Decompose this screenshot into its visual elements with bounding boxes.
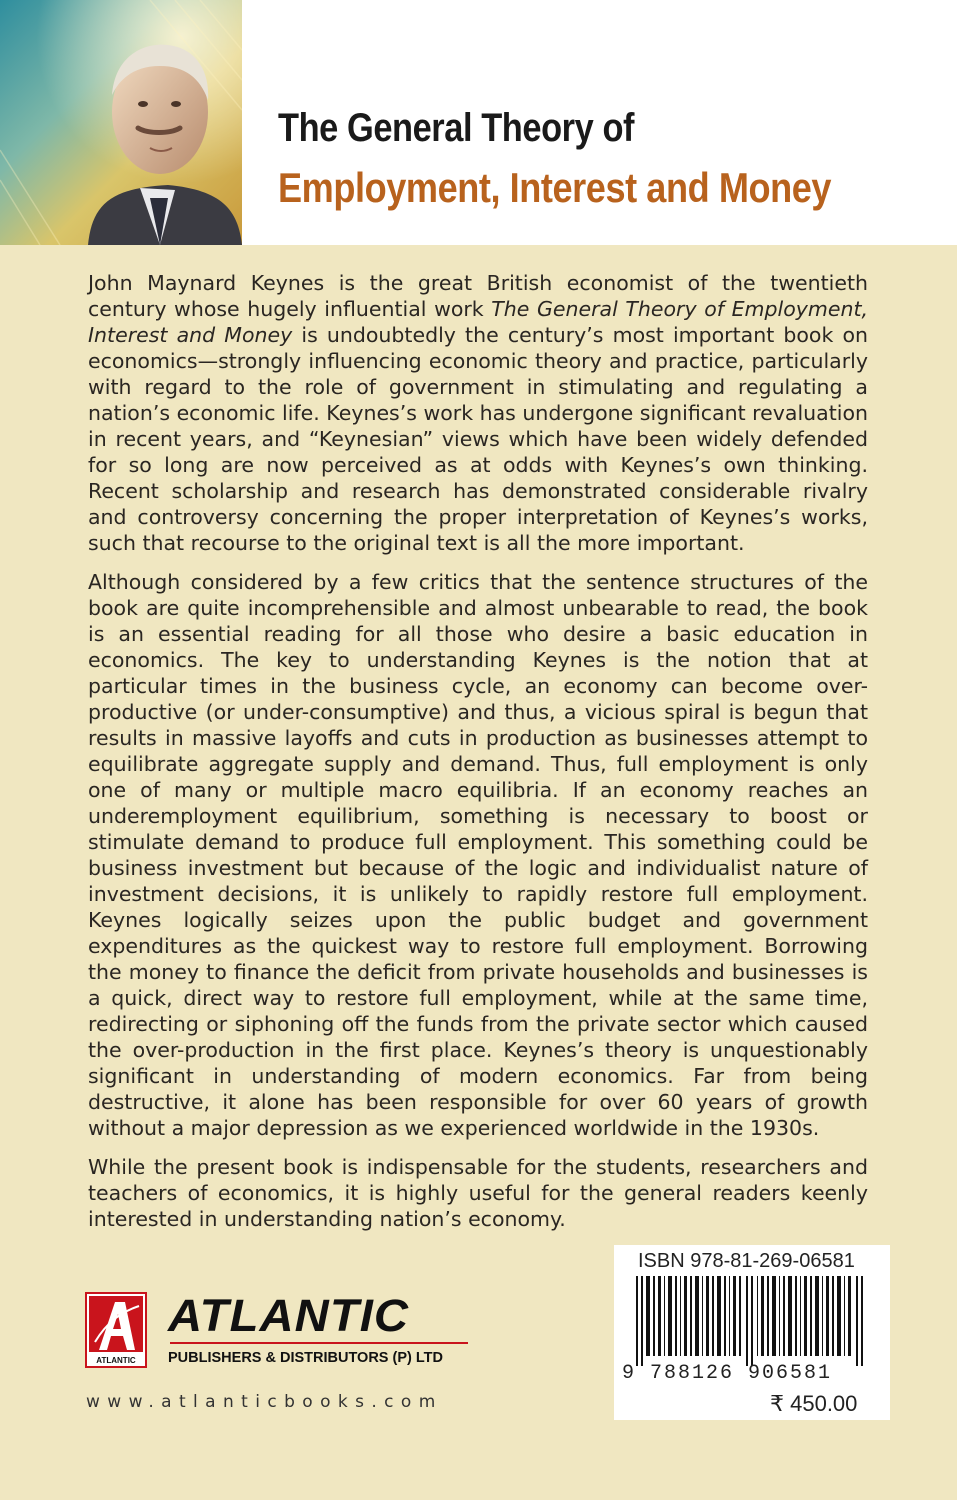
cover-header [0, 0, 957, 245]
publisher-logo-icon [85, 1292, 147, 1368]
publisher-subtitle: PUBLISHERS & DISTRIBUTORS (P) LTD [168, 1350, 443, 1366]
description-paragraph-1 [88, 270, 868, 556]
barcode-icon [636, 1276, 866, 1366]
publisher-website: www.atlanticbooks.com [86, 1392, 443, 1412]
description-paragraph-2: Although considered by a few critics that the sentence structures of the book are quite incomprehensible and almost unbearable to read, the book is an essential reading for all those who desire a basic education in economics. The key to understanding Keynes is the notion that at particular times in the business cycle, an economy can become over-productive (or under-consumptive) and thus, a vicious spiral is begun that results in massive layoffs and cuts in production as businesses attempt to equilibrate aggregate supply and demand. Thus, full employment is only one of many or multiple macro equilibria. If an economy reaches an underemployment equilibrium, something is necessary to boost or stimulate demand to produce full employment. This something could be business investment but because of the logic and individualist nature of investment decisions, it is unlikely to rapidly restore full employment. Keynes logically seizes upon the public budget and government expenditures as the quickest way to restore full employment. Borrowing the money to finance the deficit from private households and businesses is a quick, direct way to restore full employment, while at the same time, redirecting or siphoning off the funds from the private sector which caused the over-production in the first place. Keynes’s theory is unquestionably significant in understanding of modern economics. Far from being destructive, it alone has been responsible for over 60 years of growth without a major depression as we experienced worldwide in the 1930s. [88, 570, 868, 1140]
book-price: ₹ 450.00 [770, 1391, 858, 1416]
description-paragraph-3: While the present book is indispensable for the students, researchers and teachers of economics, it is highly useful for the general readers keenly interested in understanding nation’s economy. [88, 1155, 868, 1231]
book-description [88, 270, 868, 1245]
isbn-label: ISBN 978-81-269-06581 [638, 1250, 855, 1272]
book-title-line2: Employment, Interest and Money [278, 164, 832, 211]
author-portrait [0, 0, 242, 245]
logo-text: ATLANTIC [96, 1356, 136, 1365]
book-title-line1: The General Theory of [278, 106, 635, 150]
paragraph-1-book-title: The General Theory of Employment, Interest and Money [88, 297, 868, 347]
paragraph-1-text-a: John Maynard Keynes is the great British economist of the twentieth century whose hugely influential work [88, 271, 868, 321]
barcode-digits: 9 788126 906581 [622, 1362, 833, 1385]
publisher-name: ATLANTIC [168, 1290, 410, 1341]
publisher-divider [170, 1342, 468, 1344]
isbn-barcode-box [614, 1245, 890, 1420]
paragraph-1-text-b: is undoubtedly the century’s most important book on economics—strongly influencing economic theory and practice, particularly with regard to the role of government in stimulating and regulating a nation’s economic life. Keynes’s work has undergone significant revaluation in recent years, and “Keynesian” views which have been widely defended for so long are now perceived as at odds with Keynes’s own thinking. Recent scholarship and research has demonstrated considerable rivalry and controversy concerning the proper interpretation of Keynes’s works, such that recourse to the original text is all the more important. [88, 323, 868, 555]
